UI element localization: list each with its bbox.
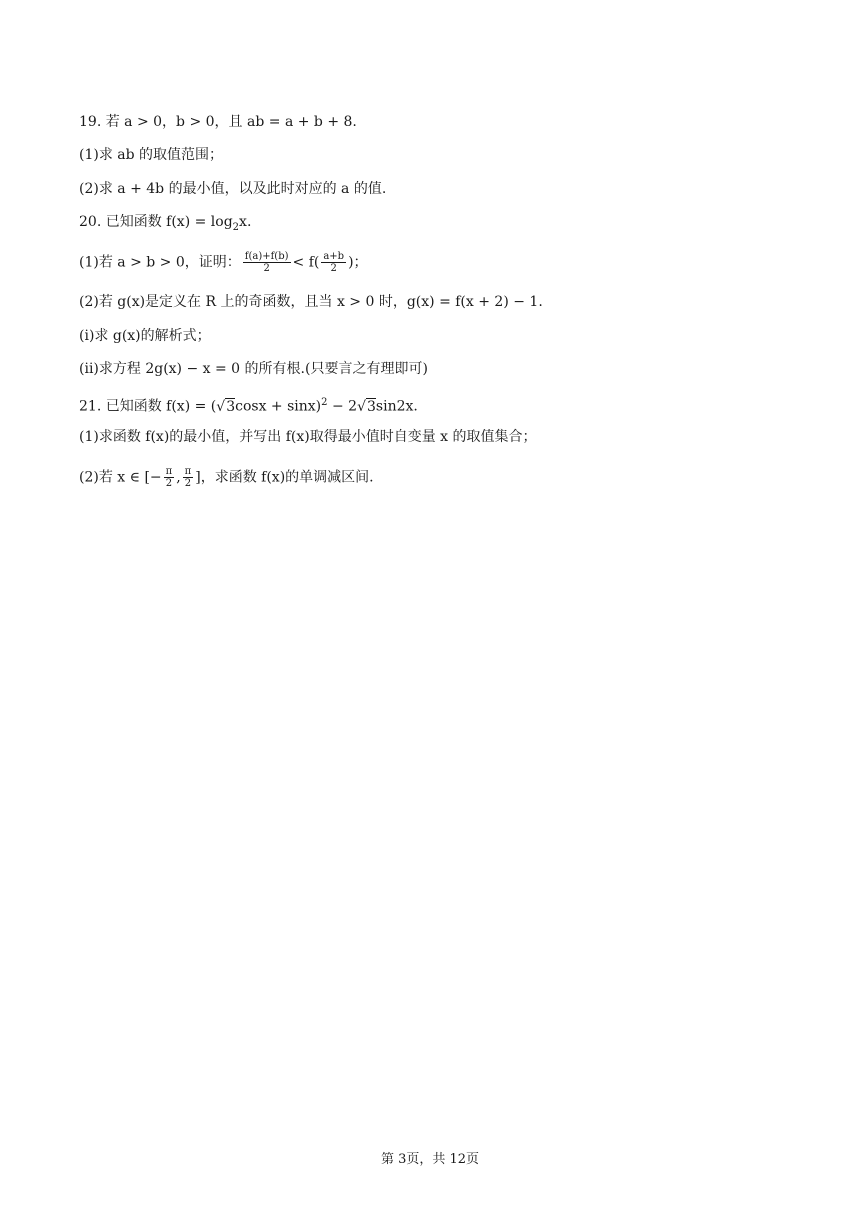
fraction-fa-fb	[243, 251, 291, 274]
problem-21-part-1: (1)求函数 f(x)的最小值，并写出 f(x)取得最小值时自变量 x 的取值集合；	[79, 429, 537, 445]
sqrt-symbol: √3	[357, 398, 376, 415]
sqrt-radicand: 3	[366, 398, 376, 415]
problem-21-stem-mid: cosx + sinx)	[235, 398, 322, 415]
problem-20-part-2-ii: (ⅱ)求方程 2g(x) − x = 0 的所有根.(只要言之有理即可)	[79, 361, 428, 377]
problem-20-stem-suffix: x.	[239, 214, 252, 230]
problem-20-part-1	[79, 251, 368, 274]
fraction-denominator: 2	[165, 478, 173, 489]
problem-21-part-2	[79, 466, 374, 489]
problem-20-part-2: (2)若 g(x)是定义在 R 上的奇函数，且当 x > 0 时，g(x) = f(x + 2) − 1.	[79, 294, 543, 310]
page-footer: 第 3页，共 12页	[380, 1152, 480, 1167]
log-base: 2	[232, 221, 240, 233]
part-1-prefix: (1)若 a > b > 0，证明：	[79, 254, 241, 271]
part-2-suffix: ]，求函数 f(x)的单调减区间.	[195, 469, 374, 486]
fraction-numerator: π	[184, 466, 192, 477]
problem-19-stem: 19. 若 a > 0，b > 0，且 ab = a + b + 8.	[79, 114, 357, 130]
fraction-denominator: 2	[184, 478, 192, 489]
problem-20-part-2-i: (ⅰ)求 g(x)的解析式；	[79, 328, 211, 344]
sqrt-radicand: 3	[226, 398, 236, 415]
fraction-pi-over-2	[183, 466, 194, 489]
problem-21-stem-suffix: sin2x.	[375, 398, 418, 415]
fraction-pi-over-2	[164, 466, 175, 489]
part-2-prefix: (2)若 x ∈ [−	[79, 469, 162, 486]
problem-19-part-2: (2)求 a + 4b 的最小值，以及此时对应的 a 的值.	[79, 181, 387, 197]
problem-21-stem	[79, 393, 418, 417]
problem-19-part-1: (1)求 ab 的取值范围；	[79, 147, 224, 163]
fraction-numerator: π	[165, 466, 173, 477]
problem-20-stem	[79, 212, 251, 238]
fraction-a-plus-b	[321, 251, 346, 274]
fraction-numerator: f(a)+f(b)	[244, 251, 289, 262]
fraction-denominator: 2	[330, 263, 337, 274]
problem-21-stem-prefix: 21. 已知函数 f(x) = (	[79, 398, 217, 415]
problem-20-stem-prefix: 20. 已知函数 f(x) = log	[79, 214, 233, 230]
part-1-suffix: )；	[348, 254, 368, 271]
fraction-numerator: a+b	[323, 251, 345, 262]
problem-21-stem-mid2: − 2	[327, 398, 358, 415]
fraction-denominator: 2	[263, 263, 270, 274]
interval-comma: ,	[176, 469, 181, 486]
part-1-mid: < f(	[292, 254, 320, 271]
exponent: 2	[321, 397, 328, 408]
sqrt-symbol: √3	[216, 398, 236, 415]
